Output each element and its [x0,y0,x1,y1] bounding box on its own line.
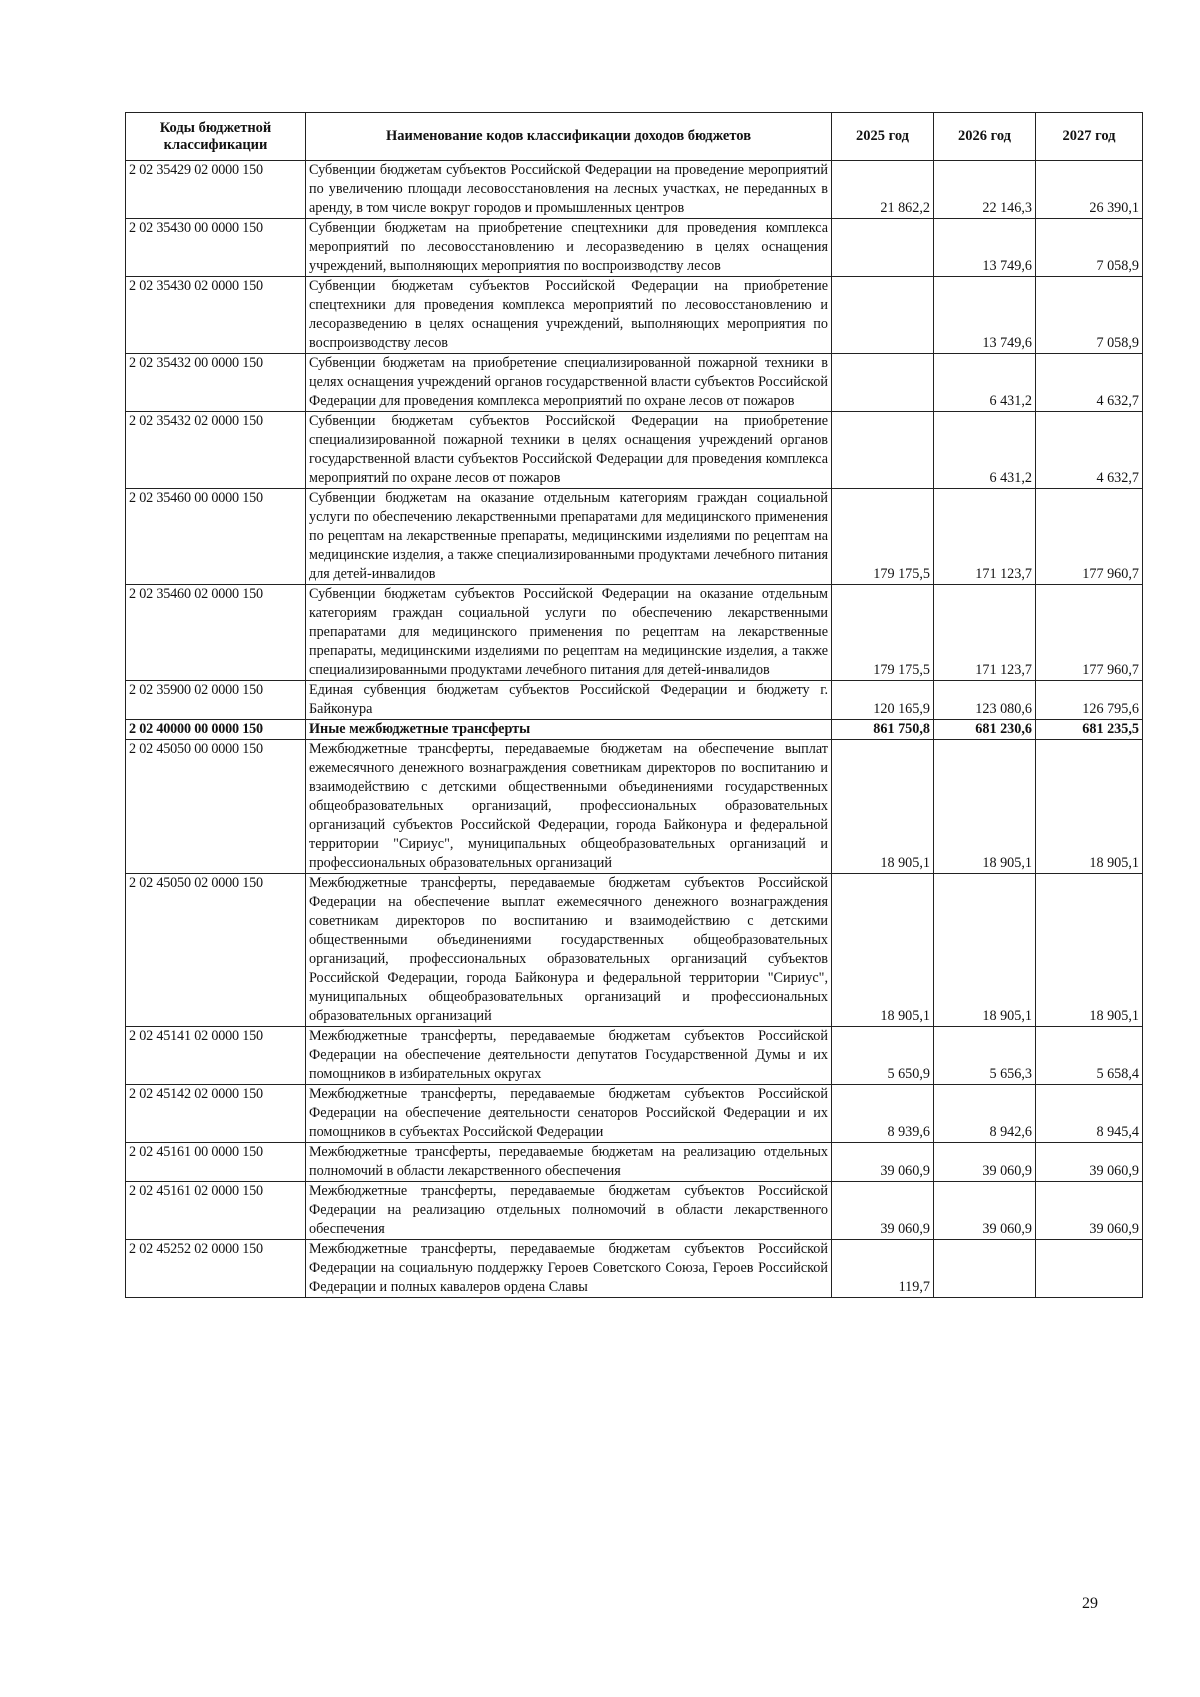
page-number: 29 [1082,1595,1098,1612]
header-2027: 2027 год [1036,113,1143,161]
row-value-2027: 26 390,1 [1036,161,1143,219]
row-value-2025 [832,219,934,277]
row-value-2026: 39 060,9 [934,1143,1036,1182]
row-code: 2 02 45050 00 0000 150 [126,740,306,874]
row-value-2027: 177 960,7 [1036,489,1143,585]
row-code: 2 02 45161 00 0000 150 [126,1143,306,1182]
row-value-2025: 119,7 [832,1240,934,1298]
table-row [126,1240,1143,1298]
table-row [126,681,1143,720]
row-value-2026: 39 060,9 [934,1182,1036,1240]
row-value-2027: 5 658,4 [1036,1027,1143,1085]
row-value-2027: 39 060,9 [1036,1182,1143,1240]
row-value-2026: 681 230,6 [934,720,1036,740]
row-name: Межбюджетные трансферты, передаваемые бюджетам субъектов Российской Федерации на обеспечение деятельности депутатов Государственной Думы и их помощников в избирательных округах [306,1027,832,1085]
table-row [126,1182,1143,1240]
row-value-2027: 39 060,9 [1036,1143,1143,1182]
row-code: 2 02 35900 02 0000 150 [126,681,306,720]
row-value-2025: 861 750,8 [832,720,934,740]
row-name: Межбюджетные трансферты, передаваемые бюджетам субъектов Российской Федерации на социальную поддержку Героев Советского Союза, Героев Российской Федерации и полных кавалеров ордена Славы [306,1240,832,1298]
row-name: Межбюджетные трансферты, передаваемые бюджетам субъектов Российской Федерации на обеспечение деятельности сенаторов Российской Федерации и их помощников в субъектах Российской Федерации [306,1085,832,1143]
row-code: 2 02 35460 00 0000 150 [126,489,306,585]
row-value-2027: 177 960,7 [1036,585,1143,681]
row-name: Субвенции бюджетам на оказание отдельным категориям граждан социальной услуги по обеспечению лекарственными препаратами для медицинского применения по рецептам на лекарственные препараты, медицинскими изделиями по рецептам на медицинские изделия, а также специализированными продуктами лечебного питания для детей-инвалидов [306,489,832,585]
table-row [126,874,1143,1027]
budget-revenue-table [125,112,1143,1298]
row-value-2026: 171 123,7 [934,489,1036,585]
table-row-total [126,720,1143,740]
row-value-2027 [1036,1240,1143,1298]
row-name: Межбюджетные трансферты, передаваемые бюджетам на реализацию отдельных полномочий в области лекарственного обеспечения [306,1143,832,1182]
table-row [126,161,1143,219]
row-value-2025 [832,354,934,412]
row-value-2025: 21 862,2 [832,161,934,219]
row-value-2026: 5 656,3 [934,1027,1036,1085]
table-row [126,277,1143,354]
row-name: Субвенции бюджетам субъектов Российской Федерации на приобретение спецтехники для проведения комплекса мероприятий по лесовосстановлению и лесоразведению в целях оснащения учреждений, выполняющих мероприятия по воспроизводству лесов [306,277,832,354]
table-row [126,1027,1143,1085]
table-header-row [126,113,1143,161]
row-value-2026: 171 123,7 [934,585,1036,681]
row-value-2027: 18 905,1 [1036,740,1143,874]
row-value-2027: 18 905,1 [1036,874,1143,1027]
row-value-2026: 6 431,2 [934,412,1036,489]
row-code: 2 02 45161 02 0000 150 [126,1182,306,1240]
table-row [126,585,1143,681]
row-value-2025: 179 175,5 [832,585,934,681]
row-name: Субвенции бюджетам субъектов Российской Федерации на проведение мероприятий по увеличению площади лесовосстановления на лесных участках, не переданных в аренду, в том числе вокруг городов и промышленных центров [306,161,832,219]
row-value-2025: 39 060,9 [832,1143,934,1182]
row-code: 2 02 40000 00 0000 150 [126,720,306,740]
row-code: 2 02 45050 02 0000 150 [126,874,306,1027]
row-name: Субвенции бюджетам на приобретение спецтехники для проведения комплекса мероприятий по лесовосстановлению и лесоразведению в целях оснащения учреждений, выполняющих мероприятия по воспроизводству лесов [306,219,832,277]
row-code: 2 02 45142 02 0000 150 [126,1085,306,1143]
row-value-2026: 18 905,1 [934,740,1036,874]
row-name: Межбюджетные трансферты, передаваемые бюджетам субъектов Российской Федерации на обеспечение выплат ежемесячного денежного вознаграждения советникам директоров по воспитанию и взаимодействию с детскими общественными объединениями государственных общеобразовательных организаций, профессиональных образовательных организаций субъектов Российской Федерации, города Байконура и федеральной территории "Сириус", муниципальных общеобразовательных организаций и профессиональных образовательных организаций [306,874,832,1027]
row-name: Межбюджетные трансферты, передаваемые бюджетам субъектов Российской Федерации на реализацию отдельных полномочий в области лекарственного обеспечения [306,1182,832,1240]
row-value-2026: 18 905,1 [934,874,1036,1027]
row-code: 2 02 35460 02 0000 150 [126,585,306,681]
row-value-2027: 7 058,9 [1036,219,1143,277]
row-value-2025: 120 165,9 [832,681,934,720]
row-name: Субвенции бюджетам субъектов Российской Федерации на оказание отдельным категориям граждан социальной услуги по обеспечению лекарственными препаратами для медицинского применения по рецептам на лекарственные препараты, медицинскими изделиями по рецептам на медицинские изделия, а также специализированными продуктами лечебного питания для детей-инвалидов [306,585,832,681]
row-code: 2 02 45141 02 0000 150 [126,1027,306,1085]
row-value-2025: 18 905,1 [832,874,934,1027]
row-value-2026: 22 146,3 [934,161,1036,219]
row-name: Субвенции бюджетам субъектов Российской Федерации на приобретение специализированной пожарной техники в целях оснащения учреждений органов государственной власти субъектов Российской Федерации для проведения комплекса мероприятий по охране лесов от пожаров [306,412,832,489]
row-name: Субвенции бюджетам на приобретение специализированной пожарной техники в целях оснащения учреждений органов государственной власти субъектов Российской Федерации для проведения комплекса мероприятий по охране лесов от пожаров [306,354,832,412]
row-value-2027: 4 632,7 [1036,412,1143,489]
table-row [126,354,1143,412]
row-value-2027: 4 632,7 [1036,354,1143,412]
row-value-2025: 18 905,1 [832,740,934,874]
table-row [126,1085,1143,1143]
header-2026: 2026 год [934,113,1036,161]
row-name: Единая субвенция бюджетам субъектов Российской Федерации и бюджету г. Байконура [306,681,832,720]
row-value-2025 [832,277,934,354]
row-name: Иные межбюджетные трансферты [306,720,832,740]
row-value-2027: 7 058,9 [1036,277,1143,354]
row-value-2025: 179 175,5 [832,489,934,585]
row-code: 2 02 35432 00 0000 150 [126,354,306,412]
row-code: 2 02 35429 02 0000 150 [126,161,306,219]
table-row [126,740,1143,874]
row-value-2026: 13 749,6 [934,277,1036,354]
table-row [126,1143,1143,1182]
table-row [126,489,1143,585]
row-name: Межбюджетные трансферты, передаваемые бюджетам на обеспечение выплат ежемесячного денежного вознаграждения советникам директоров по воспитанию и взаимодействию с детскими общественными объединениями государственных общеобразовательных организаций, профессиональных образовательных организаций субъектов Российской Федерации, города Байконура и федеральной территории "Сириус", муниципальных общеобразовательных организаций и профессиональных образовательных организаций [306,740,832,874]
row-value-2027: 8 945,4 [1036,1085,1143,1143]
row-value-2026: 6 431,2 [934,354,1036,412]
row-value-2026 [934,1240,1036,1298]
header-code: Коды бюджетной классификации [126,113,306,161]
row-value-2025: 5 650,9 [832,1027,934,1085]
header-name: Наименование кодов классификации доходов бюджетов [306,113,832,161]
row-value-2025: 39 060,9 [832,1182,934,1240]
row-value-2027: 126 795,6 [1036,681,1143,720]
row-value-2026: 8 942,6 [934,1085,1036,1143]
row-code: 2 02 35432 02 0000 150 [126,412,306,489]
table-row [126,412,1143,489]
row-code: 2 02 35430 02 0000 150 [126,277,306,354]
row-code: 2 02 45252 02 0000 150 [126,1240,306,1298]
row-value-2026: 123 080,6 [934,681,1036,720]
row-value-2026: 13 749,6 [934,219,1036,277]
row-value-2027: 681 235,5 [1036,720,1143,740]
row-value-2025 [832,412,934,489]
row-code: 2 02 35430 00 0000 150 [126,219,306,277]
table-row [126,219,1143,277]
row-value-2025: 8 939,6 [832,1085,934,1143]
header-2025: 2025 год [832,113,934,161]
